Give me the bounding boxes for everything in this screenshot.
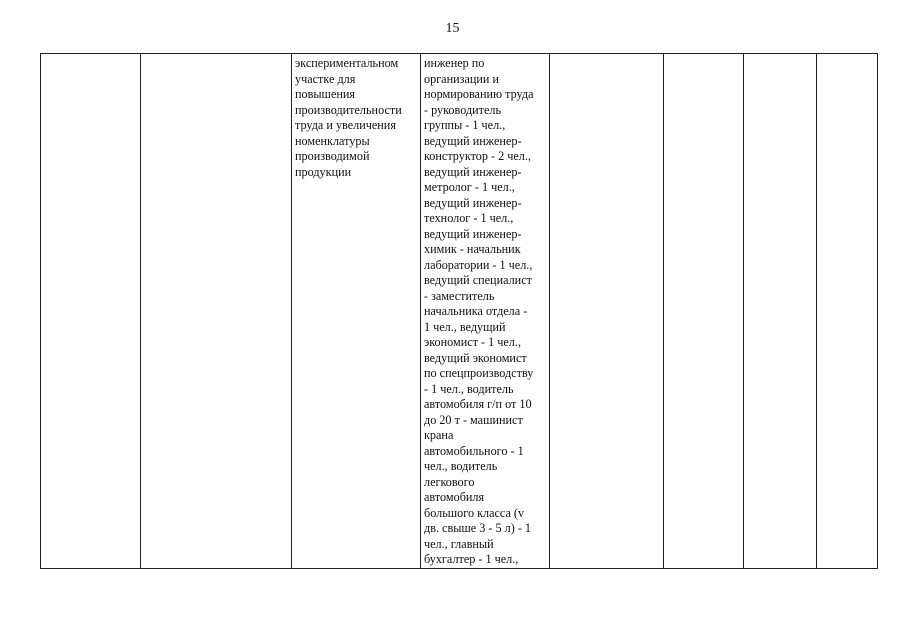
- table-cell-col3: экспериментальном участке для повышения производительности труда и увеличения номенклатуры производимой продукции: [292, 54, 421, 569]
- table-cell-col8: [817, 54, 878, 569]
- table-cell-col6: [664, 54, 744, 569]
- data-table: [40, 53, 878, 569]
- table-row: [41, 54, 878, 569]
- table-cell-col7: [744, 54, 817, 569]
- table-cell-col1: [41, 54, 141, 569]
- table-cell-col4: инженер по организации и нормированию труда - руководитель группы - 1 чел., ведущий инженер- конструктор - 2 чел., ведущий инженер- метролог - 1 чел., ведущий инженер- технолог - 1 чел., ведущий инженер- химик - начальник лаборатории - 1 чел., ведущий специалист - заместитель начальника отдела - 1 чел., ведущий экономист - 1 чел., ведущий экономист по спецпроизводству - 1 чел., водитель автомобиля г/п от 10 до 20 т - машинист крана автомобильного - 1 чел., водитель легкового автомобиля большого класса (v дв. свыше 3 - 5 л) - 1 чел., главный бухгалтер - 1 чел.,: [421, 54, 550, 569]
- table-cell-col5: [550, 54, 664, 569]
- table-cell-col2: [141, 54, 292, 569]
- page-number: 15: [445, 21, 460, 36]
